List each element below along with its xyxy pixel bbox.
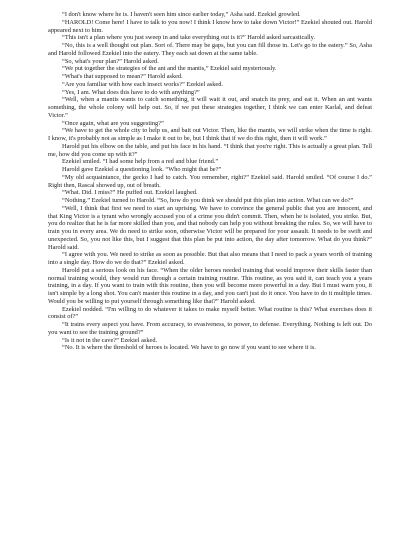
paragraph: “What's that supposed to mean?” Harold asked. (62, 73, 183, 80)
paragraph: Harold gave Ezekiel a questioning look. “Who might that be?” (62, 166, 222, 173)
paragraph: “It trains every aspect you have. From accuracy, to evasiveness, to power, to defense. Everything. Nothing is left out. Do you want to see the training ground?” (48, 321, 372, 336)
paragraph: Harold put his elbow on the table, and put his face in his hand. “I think that you're right. This is actually a great plan. Tell me, how did you come up with it?” (48, 142, 372, 158)
paragraph: “No, this is a well thought out plan. Sort of. There may be gaps, but you can fill those in. Let's go to the eatery.” So, Asha and Harold followed Ezekiel into the eatery. They each sat down at the same table. (48, 42, 372, 57)
paragraph: “Well, when a mantis wants to catch something, it will wait it out, and snatch its prey, and eat it. When an ant wants something, the whole colony will help out. So, if we put these strategies together, I think we can enter Karlal, and defeat Victor.” (48, 96, 372, 119)
paragraph: “My old acquaintance, the gecko I had to catch. You remember, right?” Ezekiel said. Harold smiled. “Of course I do.” Right then, Rascal showed up, out of breath. (48, 173, 372, 189)
paragraph: Harold put a serious look on his face. “When the older heroes needed training that would improve their skills faster than normal training would, they would run through a certain training routine. This routine, as you said it, can teach you a years training, in a day. If you want to train with this routine, then you will become more powerful in a day. But I must warn you, it isn't simple by a long shot. You can't master this routine in a day, and you can't just do it once. You have to do it multiple times. Would you be willing to put yourself through something like that?” Harold asked. (48, 266, 372, 305)
paragraph: Ezekiel smiled. “I had some help from a red and blue friend.” (62, 158, 219, 166)
paragraph: “This isn't a plan where you just sweep in and take everything out is it?” Harold asked sarcastically. (62, 34, 315, 42)
paragraph: “I agree with you. We need to strike as soon as possible. But that also means that I need to pack a years worth of training into a single day. How do we do that?” Ezekiel asked. (48, 251, 372, 266)
paragraph: “No. It is where the threshold of heroes is located. We have to go now if you want to see where it is. (62, 344, 316, 352)
paragraph: Ezekiel nodded. “I'm willing to do whatever it takes to make myself better. What routine is this? What exercises does it consist of?” (48, 305, 372, 321)
paragraph: “Are you familiar with how each insect works?” Ezekiel asked. (62, 80, 223, 88)
paragraph: “Is it not in the cave?” Ezekiel asked. (62, 336, 158, 344)
paragraph: “Yes, I am. What does this have to do with anything?” (62, 88, 200, 96)
paragraph: “We have to get the whole city to help us, and bait out Victor. Then, like the mantis, we will strike when the time is right. I know, it's probably not as simple as I make it out to be, but I think that if we do this right, then it will work.” (48, 127, 372, 142)
paragraph: “Well, I think that first we need to start an uprising. We have to convince the general public that you are innocent, and that King Victor is a tyrant who wrongly accused you of a crime you didn't commit. Then, when he is isolated, you strike. But, you do realize that he is far more skilled than you, and that nobody can help you without breaking the rules. So, we will have to train you in every area. We do need to strike soon, otherwise Victor will be prepared for your assault. It needs to be swift and unexpected. So, you not like this, but I suggest that this plan be put into action, the day after tomorrow. What do you think?” Harold said. (48, 204, 372, 251)
paragraph: “Nothing.” Ezekiel turned to Harold. “So, how do you think we should put this plan into action. What can we do?” (62, 197, 354, 204)
paragraph: “So, what's your plan?” Harold asked. (62, 57, 159, 65)
paragraph: “What. Did. I miss?” He puffed out. Ezekiel laughed. (62, 189, 198, 197)
paragraph: “HAROLD! Come here! I have to talk to you now! I think I know how to take down Victor!” Ezekiel shouted out. Harold appeared next to him. (48, 18, 372, 34)
paragraph: “Once again, what are you suggesting?” (62, 119, 164, 127)
paragraph: “We put together the strategies of the ant and the mantis,” Ezekiel said mysteriously. (62, 65, 277, 73)
paragraph: “I don't know where he is. I haven't seen him since earlier today,” Asha said. Ezekiel growled. (62, 11, 301, 18)
